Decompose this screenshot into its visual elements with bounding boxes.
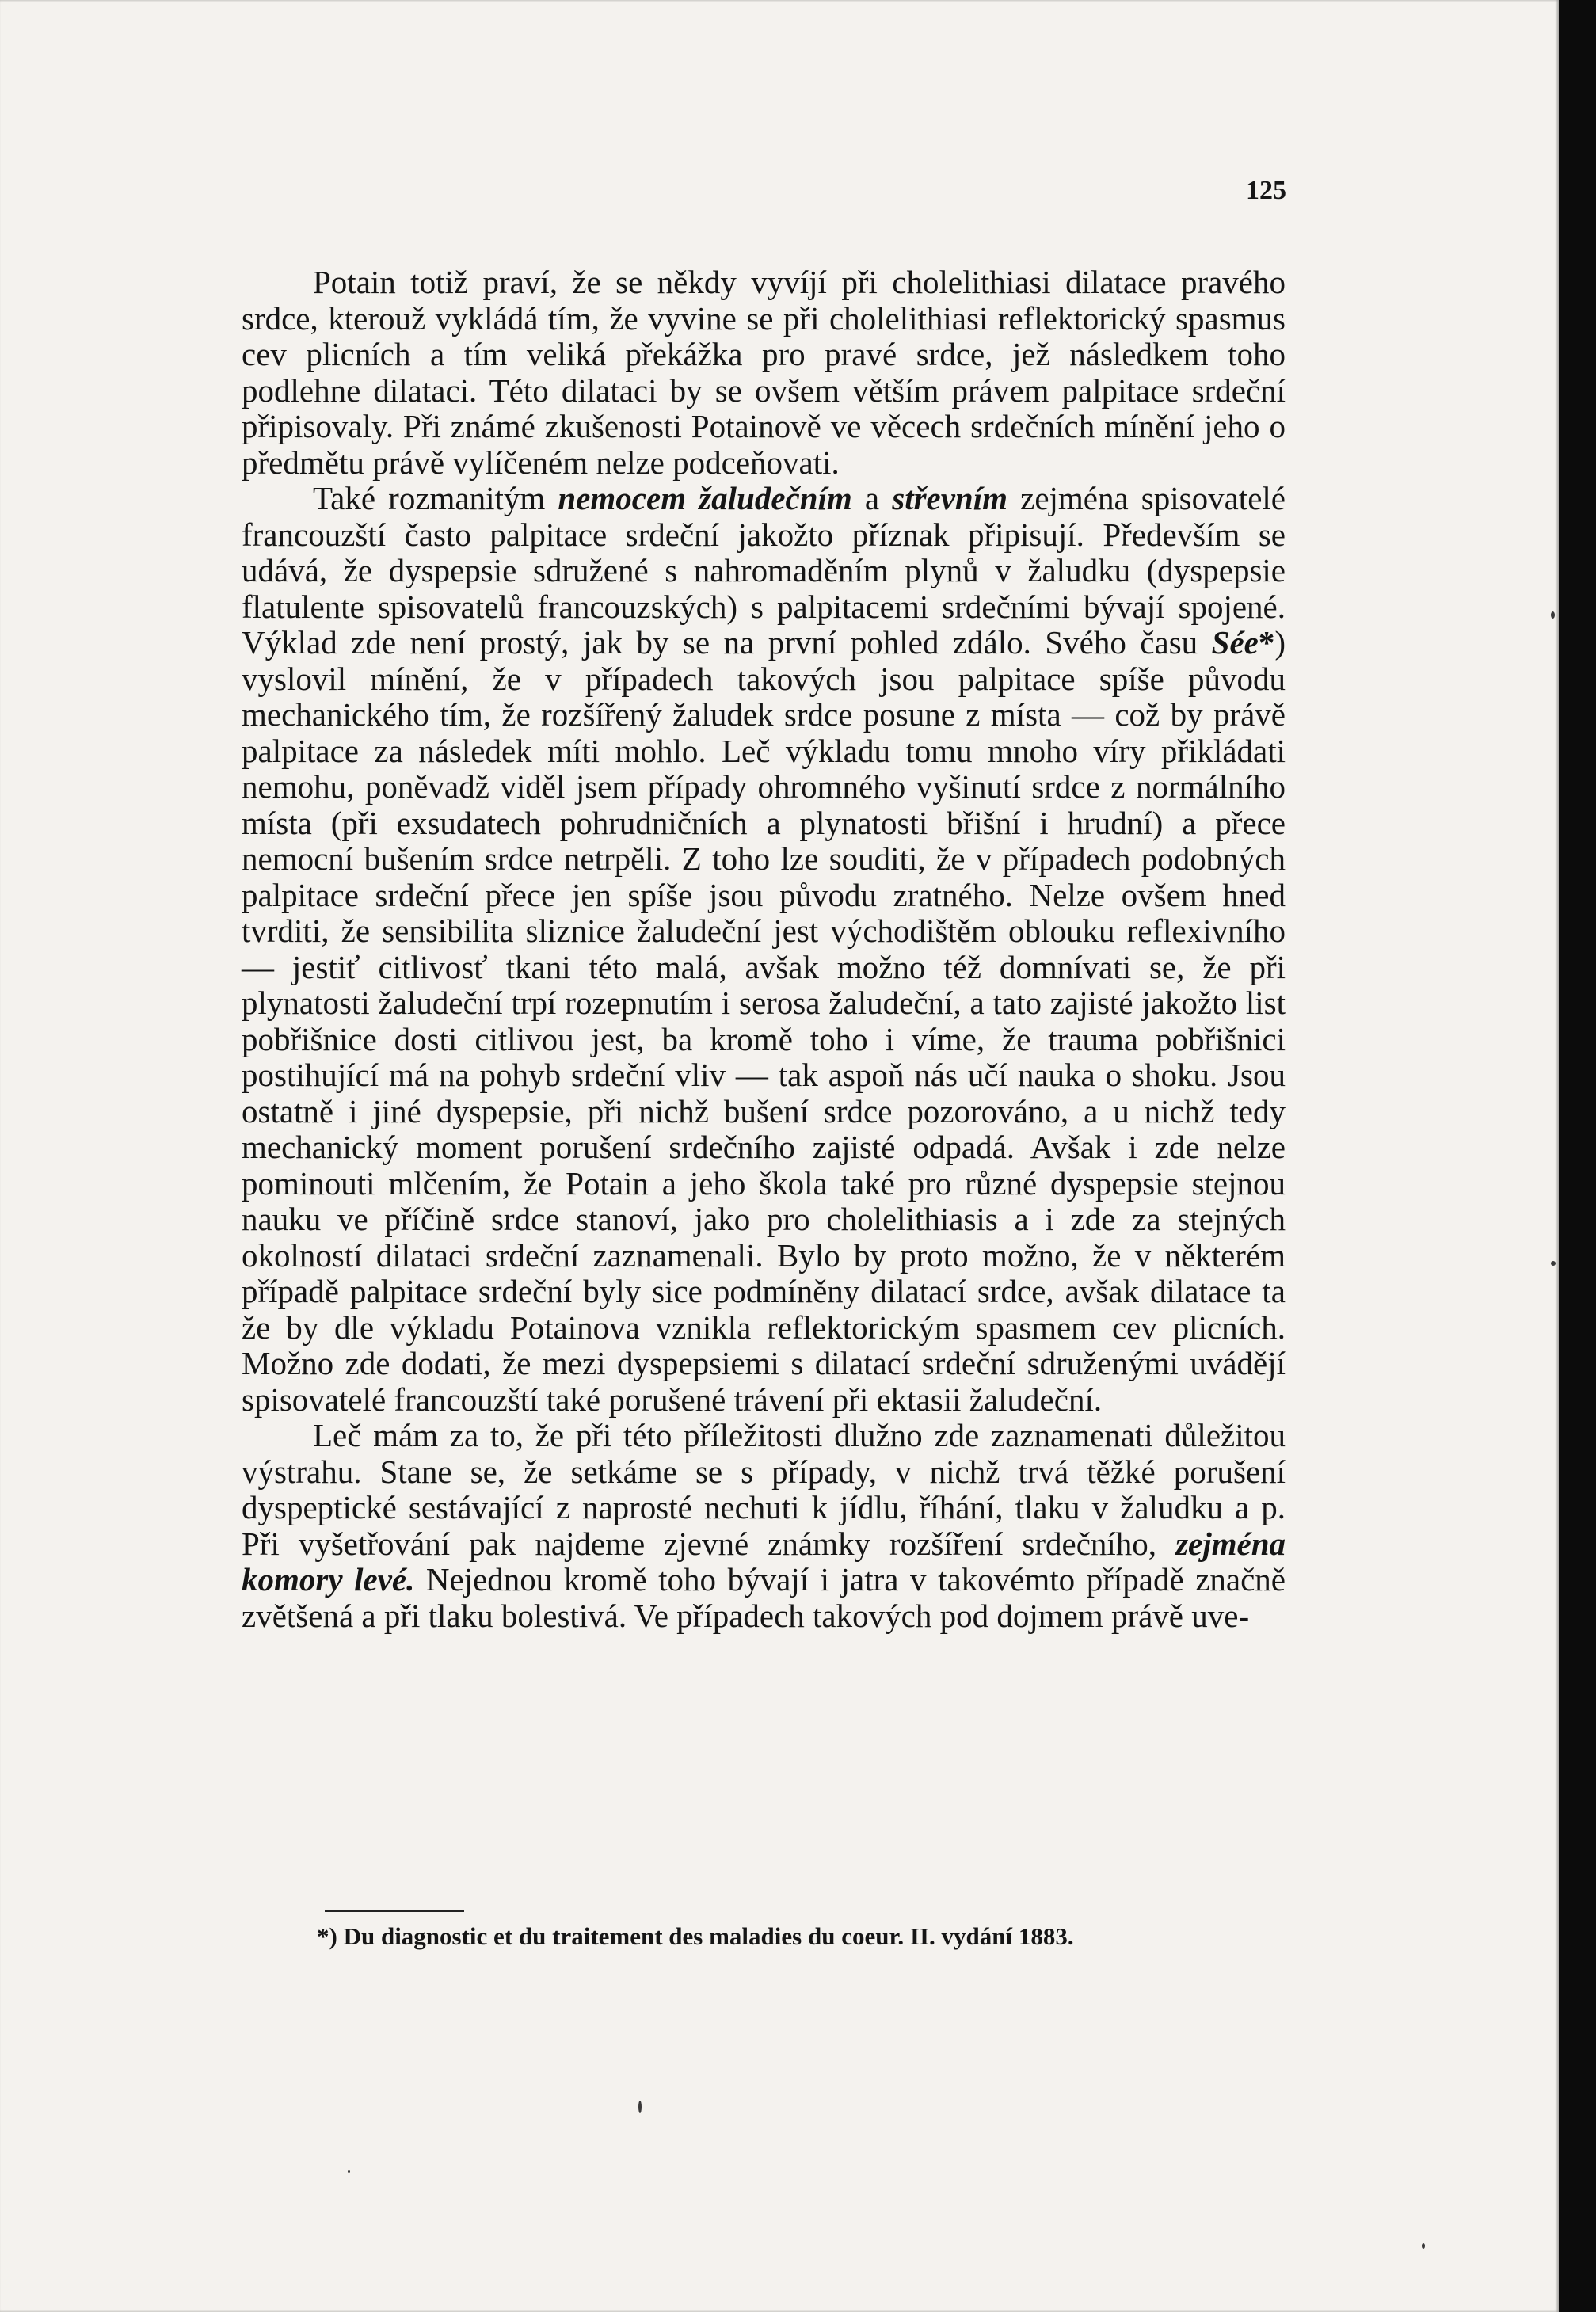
scan-speck <box>1422 2243 1425 2249</box>
footnote: *) Du diagnostic et du traitement des maladies du coeur. II. vydání 1883. <box>317 1922 1074 1950</box>
emphasized-text: nemocem žaludečním <box>558 480 852 516</box>
text-run: zejména spisovatelé francouzští často palpitace srdeční jakožto příznak připisují. Především se udává, že dyspepsie sdružené s nahromaděním plynů v žaludku (dyspepsie flatulente spisovatelů francouzských) s palpitacemi srdečními bývají spojené. Výklad zde není prostý, jak by se na první pohled zdálo. Svého času <box>242 480 1286 661</box>
paragraph <box>242 265 1286 481</box>
paragraph <box>242 481 1286 1418</box>
emphasized-text: zejména komory levé. <box>242 1525 1286 1598</box>
scan-speck <box>348 2170 350 2173</box>
text-run: a <box>851 480 893 516</box>
paragraph <box>242 1418 1286 1634</box>
text-run: ) vyslovil mínění, že v případech takových jsou palpitace spíše původu mechanického tím, že rozšířený žaludek srdce posune z místa — což by právě palpitace za následek míti mohlo. Leč výkladu tomu mnoho víry přikládati nemohu, poněvadž viděl jsem případy ohromného vyšinutí srdce z normálního místa (při exsudatech pohrudničních a plynatosti břišní i hrudní) a přece nemocní bušením srdce netrpěli. Z toho lze souditi, že v případech podobných palpitace srdeční přece jen spíše jsou původu zratného. Nelze ovšem hned tvrditi, že sensibilita sliznice žaludeční jest východištěm oblouku reflexivního — jestiť citlivosť tkani této malá, avšak možno též domnívati se, že při plynatosti žaludeční trpí rozepnutím i serosa žaludeční, a tato zajisté jakožto list pobřišnice dosti citlivou jest, ba kromě toho i víme, že trauma pobřišnici postihující má na pohyb srdeční vliv — tak aspoň nás učí nauka o shoku. Jsou ostatně i jiné dyspepsie, při nichž bušení srdce pozorováno, a u nichž tedy mechanický moment porušení srdečního zajisté odpadá. Avšak i zde nelze pominouti mlčením, že Potain a jeho škola také pro různé dyspepsie stejnou nauku ve příčině srdce stanoví, jako pro cholelithiasis a i zde za stejných okolností dilataci srdeční zaznamenali. Bylo by proto možno, že v některém případě palpitace srdeční byly sice podmíněny dilatací srdce, avšak dilatace ta že by dle výkladu Potainova vznikla reflektorickým spasmem cev plicních. Možno zde dodati, že mezi dyspepsiemi s dilatací srdeční sdruženými uvádějí spisovatelé francouzští také porušené trávení při ektasii žaludeční. <box>242 624 1286 1418</box>
page-number: 125 <box>1246 176 1286 205</box>
emphasized-text: Sée <box>1211 624 1259 661</box>
body-text <box>242 265 1286 1634</box>
text-run: Také rozmanitým <box>313 480 558 516</box>
footnote-marker: * <box>1258 624 1275 661</box>
emphasized-text: střevním <box>892 480 1008 516</box>
text-run: Nejednou kromě toho bývají i jatra v takovémto případě značně zvětšená a při tlaku bolestivá. Ve případech takových pod dojmem právě uve- <box>242 1561 1286 1634</box>
text-run: Potain totiž praví, že se někdy vyvíjí při cholelithiasi dilatace pravého srdce, kterouž vykládá tím, že vyvine se při cholelithiasi reflektorický spasmus cev plicních a tím veliká překážka pro pravé srdce, jež následkem toho podlehne dilataci. Této dilataci by se ovšem větším právem palpitace srdeční připisovaly. Při známé zkušenosti Potainově ve věcech srdečních mínění jeho o předmětu právě vylíčeném nelze podceňovati. <box>242 264 1286 481</box>
footnote-divider <box>325 1910 464 1912</box>
scan-speck <box>1551 611 1555 619</box>
text-run: Leč mám za to, že při této příležitosti dlužno zde zaznamenati důležitou výstrahu. Stane se, že setkáme se s případy, v nichž trvá těžké porušení dyspeptické sestávající z naprosté nechuti k jídlu, říhání, tlaku v žaludku a p. Při vyšetřování pak najdeme zjevné známky rozšíření srdečního, <box>242 1417 1286 1562</box>
scan-speck <box>1551 1261 1556 1266</box>
scan-speck <box>638 2101 642 2113</box>
